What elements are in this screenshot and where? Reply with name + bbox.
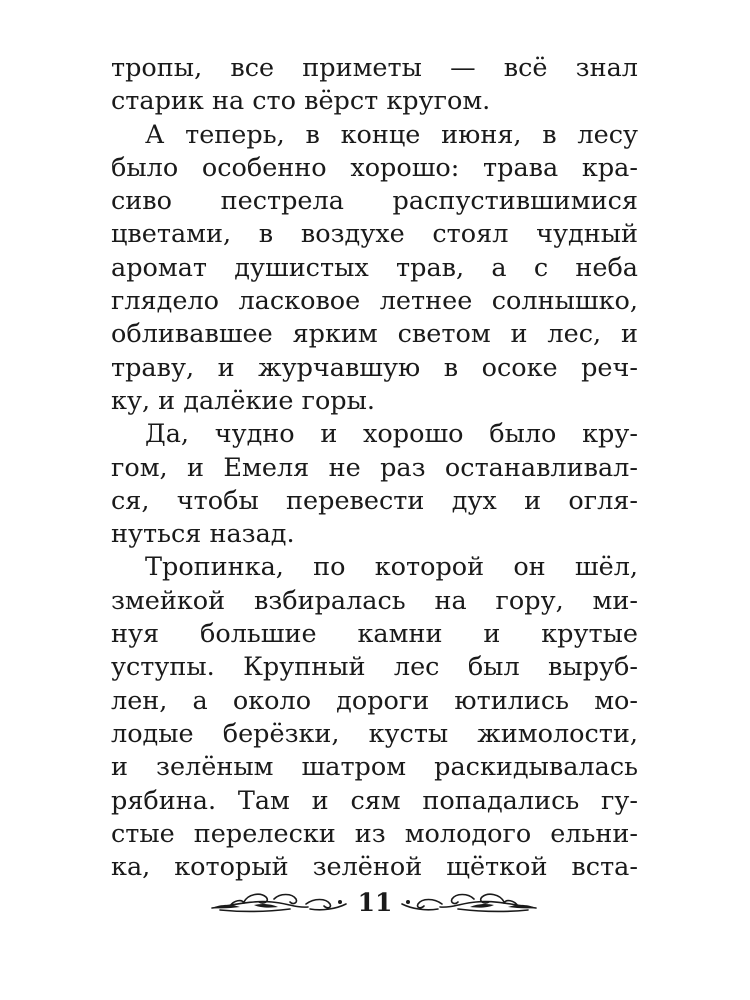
text-line: и зелёным шатром раскидывалась (111, 752, 638, 783)
text-line: было особенно хорошо: трава кра- (111, 152, 638, 183)
text-line: А теперь, в конце июня, в лесу (145, 119, 638, 150)
text-line: лен, а около дороги ютились мо- (111, 685, 638, 716)
text-line: старик на сто вёрст кругом. (111, 86, 491, 117)
text-line: уступы. Крупный лес был выруб- (111, 652, 638, 683)
page-text (111, 52, 638, 884)
text-line: рябина. Там и сям попадались гу- (111, 785, 638, 816)
text-line: обливавшее ярким светом и лес, и (111, 319, 638, 350)
flourish-right-icon (398, 890, 538, 916)
text-line: нуться назад. (111, 519, 295, 550)
text-line: глядело ласковое летнее солнышко, (111, 286, 638, 317)
page-number: 11 (357, 888, 393, 917)
text-line: сиво пестрела распустившимися (111, 186, 638, 217)
text-line: траву, и журчавшую в осоке реч- (111, 352, 638, 383)
flourish-left-icon (210, 890, 350, 916)
text-line: змейкой взбиралась на гору, ми- (111, 585, 638, 616)
page-footer (0, 882, 750, 932)
text-line: цветами, в воздухе стоял чудный (111, 219, 638, 250)
text-line: Тропинка, по которой он шёл, (145, 552, 638, 583)
text-line: лодые берёзки, кусты жимолости, (111, 718, 638, 749)
text-line: тропы, все приметы — всё знал (111, 53, 638, 83)
text-line: ку, и далёкие горы. (111, 385, 376, 416)
text-line: аромат душистых трав, а с неба (111, 252, 638, 283)
text-line: Да, чудно и хорошо было кру- (145, 419, 638, 450)
text-line: ся, чтобы перевести дух и огля- (111, 485, 638, 516)
text-line: стые перелески из молодого ельни- (111, 818, 638, 849)
text-line: гом, и Емеля не раз останавливал- (111, 452, 638, 483)
text-line: нуя большие камни и крутые (111, 619, 638, 650)
text-line: ка, который зелёной щёткой вста- (111, 852, 638, 883)
